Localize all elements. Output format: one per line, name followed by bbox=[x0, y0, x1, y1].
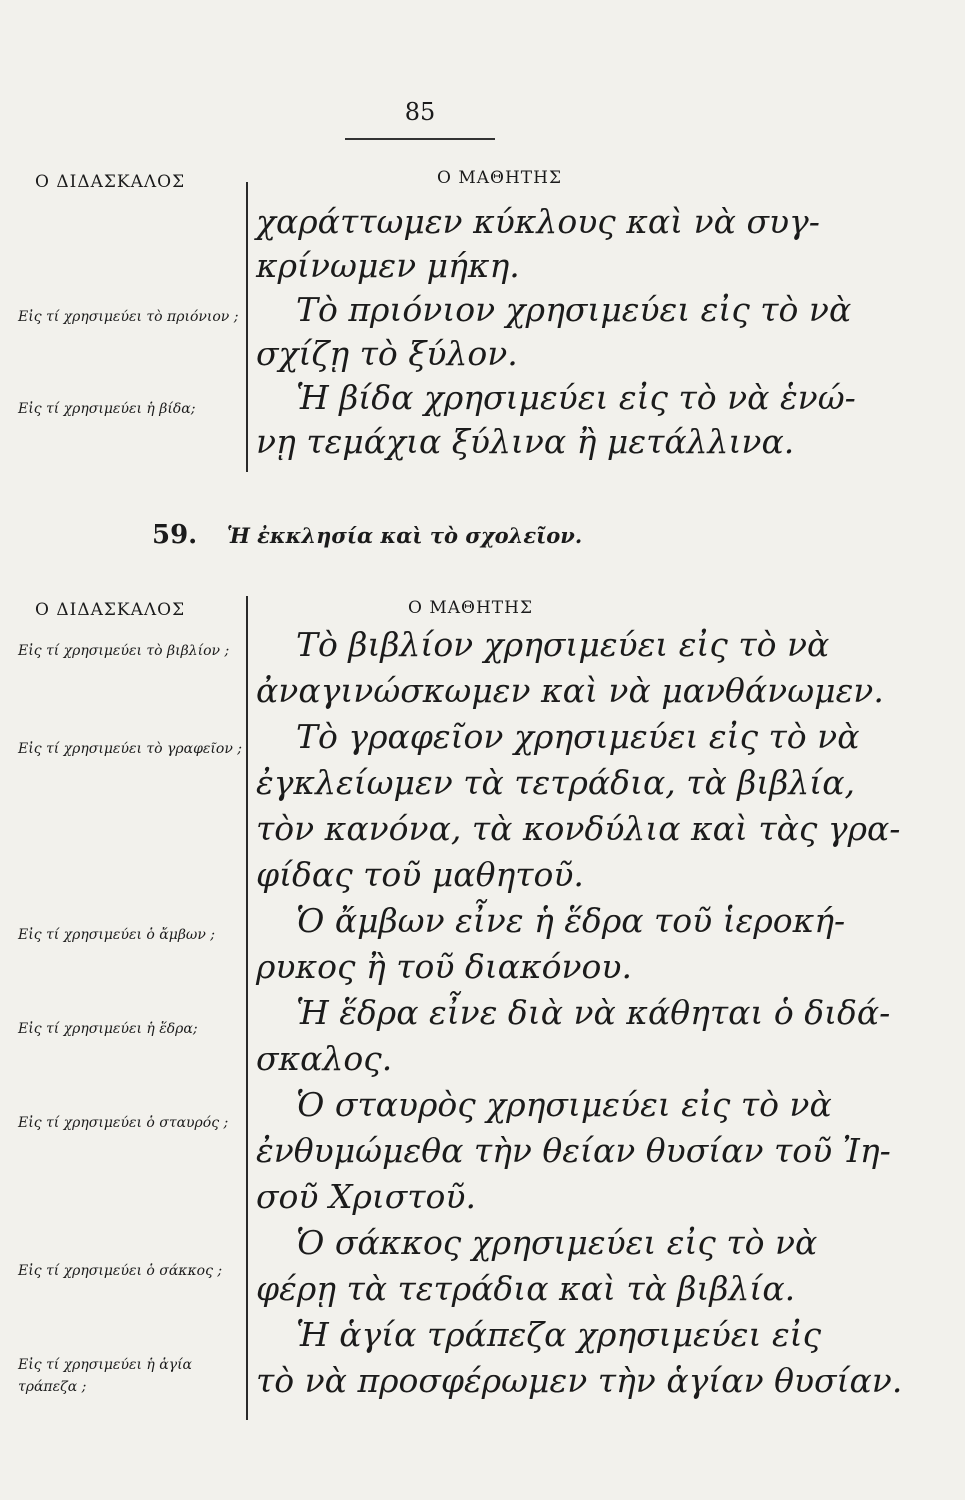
section-heading bbox=[152, 520, 582, 550]
student-header: Ο ΜΑΘΗΤΗΣ bbox=[437, 168, 562, 188]
question: Εἰς τί χρησιμεύει τὸ βιβλίον ; bbox=[18, 643, 230, 659]
page-number: 85 bbox=[404, 98, 436, 126]
question: Εἰς τί χρησιμεύει τὸ γραφεῖον ; bbox=[18, 741, 242, 757]
answer-line: Ἡ ἕδρα εἶνε διὰ νὰ κάθηται ὁ διδά- bbox=[296, 993, 891, 1032]
answer-line: Τὸ γραφεῖον χρησιμεύει εἰς τὸ νὰ bbox=[296, 717, 860, 756]
answer-block bbox=[256, 200, 956, 464]
answer-line: Ἡ βίδα χρησιμεύει εἰς τὸ νὰ ἑνώ- bbox=[296, 378, 856, 417]
answer-line: φέρῃ τὰ τετράδια καὶ τὰ βιβλία. bbox=[256, 1269, 796, 1308]
answer-line: κρίνωμεν μήκη. bbox=[256, 246, 520, 285]
answer-line: Ὁ σταυρὸς χρησιμεύει εἰς τὸ νὰ bbox=[296, 1085, 832, 1124]
answer-line: φίδας τοῦ μαθητοῦ. bbox=[256, 855, 584, 894]
answer-line: Τὸ πριόνιον χρησιμεύει εἰς τὸ νὰ bbox=[296, 290, 852, 329]
answer-line: σχίζῃ τὸ ξύλον. bbox=[256, 334, 518, 373]
page-number-rule bbox=[345, 138, 495, 140]
answer-block bbox=[256, 622, 956, 1404]
teacher-header: Ο ΔΙΔΑΣΚΑΛΟΣ bbox=[35, 172, 186, 192]
answer-line: νῃ τεμάχια ξύλινα ἢ μετάλλινα. bbox=[256, 422, 795, 461]
question: Εἰς τί χρησιμεύει τὸ πριόνιον ; bbox=[18, 309, 239, 325]
question: Εἰς τί χρησιμεύει ἡ ἁγία τράπεζα ; bbox=[18, 1357, 193, 1395]
answer-line: χαράττωμεν κύκλους καὶ νὰ συγ- bbox=[256, 202, 820, 241]
answer-line: σκαλος. bbox=[256, 1039, 393, 1078]
section-title: Ἡ ἐκκλησία καὶ τὸ σχολεῖον. bbox=[226, 523, 583, 548]
answer-line: Ὁ σάκκος χρησιμεύει εἰς τὸ νὰ bbox=[296, 1223, 818, 1262]
answer-line: Ἡ ἁγία τράπεζα χρησιμεύει εἰς bbox=[296, 1315, 822, 1354]
answer-line: Ὁ ἄμβων εἶνε ἡ ἕδρα τοῦ ἱεροκή- bbox=[296, 901, 846, 940]
question: Εἰς τί χρησιμεύει ὁ σταυρός ; bbox=[18, 1115, 229, 1131]
question: Εἰς τί χρησιμεύει ὁ σάκκος ; bbox=[18, 1263, 223, 1279]
answer-line: σοῦ Χριστοῦ. bbox=[256, 1177, 476, 1216]
student-header: Ο ΜΑΘΗΤΗΣ bbox=[408, 598, 533, 618]
answer-line: τὸν κανόνα, τὰ κονδύλια καὶ τὰς γρα- bbox=[256, 809, 901, 848]
section-number: 59. bbox=[152, 520, 198, 550]
answer-line: τὸ νὰ προσφέρωμεν τὴν ἁγίαν θυσίαν. bbox=[256, 1361, 903, 1400]
question: Εἰς τί χρησιμεύει ἡ ἕδρα; bbox=[18, 1021, 198, 1037]
column-divider bbox=[246, 596, 248, 1420]
answer-line: ἐνθυμώμεθα τὴν θείαν θυσίαν τοῦ Ἰη- bbox=[256, 1131, 891, 1170]
teacher-header: Ο ΔΙΔΑΣΚΑΛΟΣ bbox=[35, 600, 186, 620]
answer-line: ἀναγινώσκωμεν καὶ νὰ μανθάνωμεν. bbox=[256, 671, 884, 710]
answer-line: Τὸ βιβλίον χρησιμεύει εἰς τὸ νὰ bbox=[296, 625, 830, 664]
question: Εἰς τί χρησιμεύει ἡ βίδα; bbox=[18, 401, 196, 417]
answer-line: ρυκος ἢ τοῦ διακόνου. bbox=[256, 947, 632, 986]
column-divider bbox=[246, 182, 248, 472]
question: Εἰς τί χρησιμεύει ὁ ἄμβων ; bbox=[18, 927, 216, 943]
answer-line: ἐγκλείωμεν τὰ τετράδια, τὰ βιβλία, bbox=[256, 763, 856, 802]
